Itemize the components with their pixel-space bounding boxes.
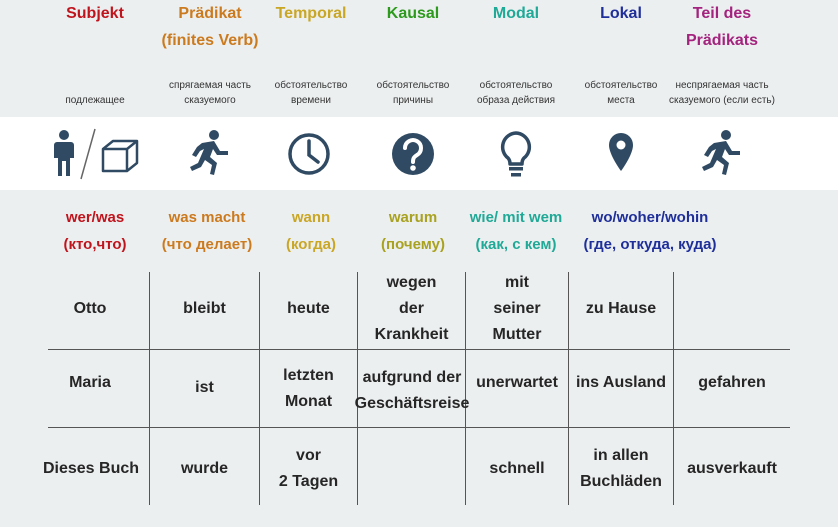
header-kausal: Kausal [386, 5, 440, 22]
table-cell: vor 2 Tagen [278, 447, 339, 490]
question-kausal: warum (почему) [381, 209, 445, 253]
table-cell: schnell [489, 460, 545, 477]
table-cell: aufgrund der Geschäftsreise [354, 369, 470, 412]
header-temporal: Temporal [275, 5, 347, 22]
table-cell: ist [195, 379, 214, 396]
table-cell: mit seiner Mutter [492, 274, 542, 343]
clock-icon [282, 127, 336, 181]
header-praedikat: Prädikat (finites Verb) [161, 5, 259, 49]
table-cell: Maria [69, 374, 111, 391]
subtitle-kausal: обстоятельство причины [376, 80, 450, 106]
running-person-icon [180, 127, 234, 181]
table-cell: ausverkauft [687, 460, 777, 477]
lightbulb-icon [489, 127, 543, 181]
table-cell: wurde [180, 460, 229, 477]
table-cell: ins Ausland [575, 374, 667, 391]
question-icon [386, 127, 440, 181]
table-cell: bleibt [183, 300, 226, 317]
table-cell: unerwartet [476, 374, 558, 391]
table-cell: Dieses Buch [42, 460, 140, 477]
person-and-box-icon [51, 127, 143, 181]
table-cell [358, 428, 465, 510]
location-pin-icon [594, 127, 648, 181]
table-cell: in allen Buchläden [580, 447, 662, 490]
subtitle-temporal: обстоятельство времени [274, 80, 348, 106]
subtitle-praedikat: спрягаемая часть сказуемого [168, 80, 252, 106]
table-cell [674, 270, 790, 348]
subtitle-subjekt: подлежащее [65, 95, 125, 106]
header-lokal: Lokal [600, 5, 642, 22]
question-praedikat: was macht (что делает) [161, 209, 253, 253]
table-cell: gefahren [698, 374, 766, 391]
subtitle-lokal: обстоятельство места [584, 80, 658, 106]
question-lokal: wo/woher/wohin (где, откуда, куда) [583, 209, 717, 253]
header-subjekt: Subjekt [66, 5, 124, 22]
header-teil: Teil des Prädikats [685, 5, 759, 49]
table-cell: heute [287, 300, 330, 317]
running-person-icon [692, 127, 746, 181]
header-modal: Modal [492, 5, 540, 22]
table-cell: wegen der Krankheit [374, 274, 449, 343]
subtitle-modal: обстоятельство образа действия [476, 80, 556, 106]
table-cell: letzten Monat [283, 367, 334, 410]
subtitle-teil: неспрягаемая часть сказуемого (если есть) [669, 80, 775, 106]
question-modal: wie/ mit wem (как, с кем) [469, 209, 563, 253]
table-cell: zu Hause [585, 300, 657, 317]
table-cell: Otto [73, 300, 107, 317]
question-temporal: wann (когда) [285, 209, 337, 253]
question-subjekt: wer/was (кто,что) [63, 209, 127, 253]
